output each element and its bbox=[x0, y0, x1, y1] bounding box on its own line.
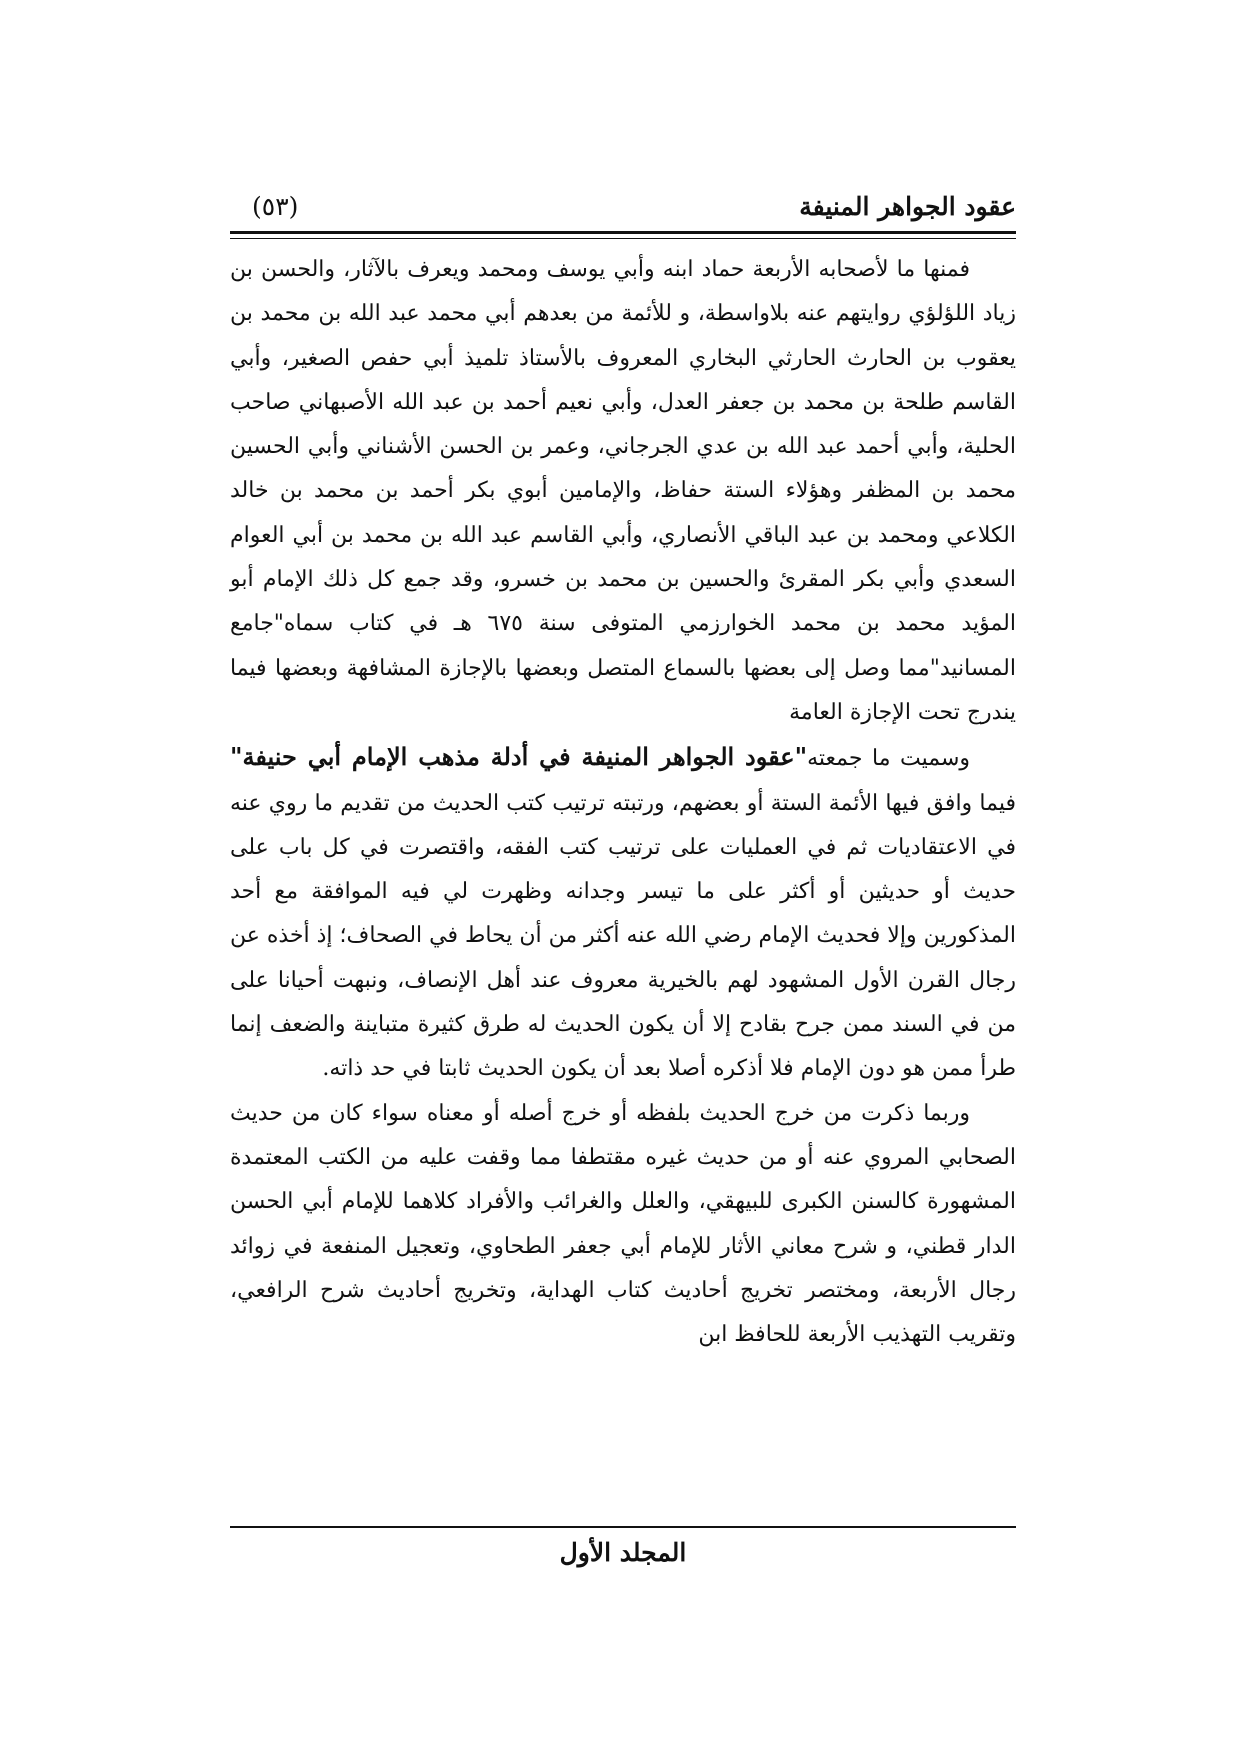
header-rule-thick bbox=[230, 231, 1016, 234]
paragraph-3: وربما ذكرت من خرج الحديث بلفظه أو خرج أصله أو معناه سواء كان من حديث الصحابي المروي عنه أو من حديث غيره مقتطفا مما وقفت عليه من الكتب المعتمدة المشهورة كالسنن الكبرى للبيهقي، والعلل والغرائب والأفراد كلاهما للإمام أبي الحسن الدار قطني، و شرح معاني الأثار للإمام أبي جعفر الطحاوي، وتعجيل المنفعة في زوائد رجال الأربعة، ومختصر تخريج أحاديث كتاب الهداية، وتخريج أحاديث شرح الرافعي، وتقريب التهذيب الأربعة للحافظ ابن bbox=[230, 1100, 1016, 1348]
footer-rule bbox=[230, 1526, 1016, 1528]
paragraph-2 bbox=[230, 735, 1016, 1091]
body-text bbox=[230, 248, 1016, 1357]
page-header bbox=[230, 188, 1016, 230]
header-rule-thin bbox=[230, 238, 1016, 239]
book-title-reference: "عقود الجواهر المنيفة في أدلة مذهب الإمام أبي حنيفة" bbox=[230, 742, 808, 772]
paragraph-1: فمنها ما لأصحابه الأربعة حماد ابنه وأبي يوسف ومحمد ويعرف بالآثار، والحسن بن زياد اللؤلؤي روايتهم عنه بلاواسطة، و للأئمة من بعدهم أبي محمد عبد الله بن محمد بن يعقوب بن الحارث الحارثي البخاري المعروف بالأستاذ تلميذ أبي حفص الصغير، وأبي القاسم طلحة بن محمد بن جعفر العدل، وأبي نعيم أحمد بن عبد الله الأصبهاني صاحب الحلية، وأبي أحمد عبد الله بن عدي الجرجاني، وعمر بن الحسن الأشناني وأبي الحسين محمد بن المظفر وهؤلاء الستة حفاظ، والإمامين أبوي بكر أحمد بن محمد بن خالد الكلاعي ومحمد بن عبد الباقي الأنصاري، وأبي القاسم عبد الله بن محمد بن أبي العوام السعدي وأبي بكر المقرئ والحسين بن محمد بن خسرو، وقد جمع كل ذلك الإمام أبو المؤيد محمد بن محمد الخوارزمي المتوفى سنة ٦٧٥ هـ في كتاب سماه"جامع المسانيد"مما وصل إلى بعضها بالسماع المتصل وبعضها بالإجازة المشافهة وبعضها فيما يندرج تحت الإجازة العامة bbox=[230, 257, 1016, 725]
paragraph-2-rest: فيما وافق فيها الأئمة الستة أو بعضهم، ورتبته ترتيب كتب الحديث من تقديم ما روي عنه في الاعتقاديات ثم في العمليات على ترتيب كتب الفقه، واقتصرت في كل باب على حديث أو حديثين أو أكثر على ما تيسر وجدانه وظهرت لي فيه الموافقة مع أحد المذكورين وإلا فحديث الإمام رضي الله عنه أكثر من أن يحاط في الصحاف؛ إذ أخذه عن رجال القرن الأول المشهود لهم بالخيرية معروف عند أهل الإنصاف، ونبهت أحيانا على من في السند ممن جرح بقادح إلا أن يكون الحديث له طرق كثيرة متباينة والضعف إنما طرأ ممن هو دون الإمام فلا أذكره أصلا بعد أن يكون الحديث ثابتا في حد ذاته. bbox=[229, 790, 1016, 1082]
page-number: (٥٣) bbox=[252, 192, 299, 221]
paragraph-2-lead: وسميت ما جمعته bbox=[807, 746, 971, 772]
running-title: عقود الجواهر المنيفة bbox=[799, 192, 1016, 221]
volume-label: المجلد الأول bbox=[559, 1538, 687, 1567]
